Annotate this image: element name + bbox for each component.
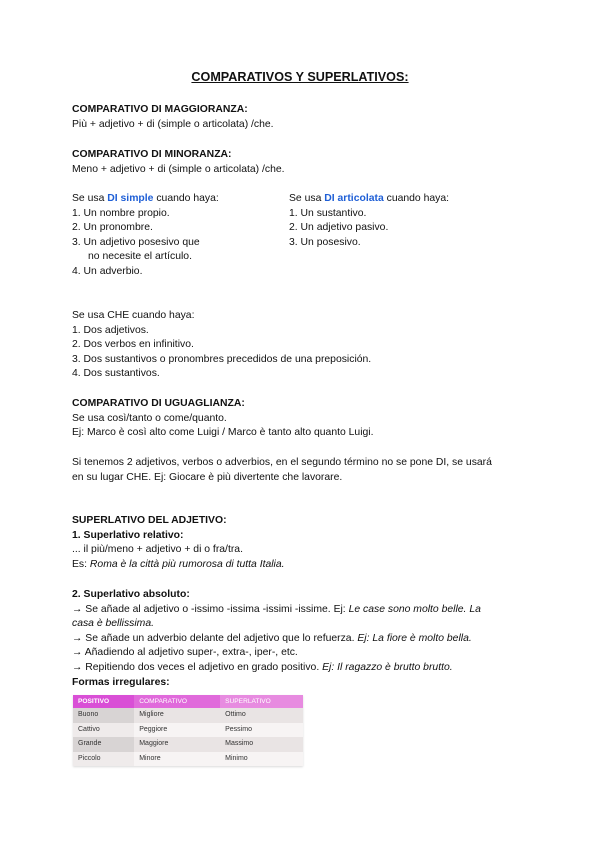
list-item: 1. Un nombre propio. [72, 207, 170, 219]
table-row [73, 752, 303, 767]
di-simple-intro: Se usa DI simple cuando haya: [72, 193, 219, 204]
maggioranza-rule: Più + adjetivo + di (simple o articolata) /che. [72, 118, 274, 130]
table-cell: Cattivo [73, 723, 134, 738]
note-paragraph [72, 456, 492, 485]
di-simple-keyword: DI simple [107, 193, 154, 204]
table-row [73, 708, 303, 723]
list-item: 4. Dos sustantivos. [72, 368, 160, 380]
list-item: 1. Un sustantivo. [289, 207, 367, 219]
minoranza-rule: Meno + adjetivo + di (simple o articolata) /che. [72, 163, 285, 175]
relativo-heading: 1. Superlativo relativo: [72, 529, 184, 541]
page-title: COMPARATIVOS Y SUPERLATIVOS: [191, 70, 409, 84]
relativo-example: Es: Roma è la città più rumorosa di tutta Italia. [72, 558, 285, 570]
note-line-2: en su lugar CHE. Ej: Giocare è più divertente che lavorare. [72, 471, 343, 483]
di-simple-section [72, 192, 219, 280]
superlativo-section [72, 514, 285, 572]
table-row [73, 723, 303, 738]
table-row [73, 737, 303, 752]
di-articolata-section [289, 192, 449, 250]
table-header-row [73, 695, 303, 708]
table-header-cell: POSITIVO [73, 695, 134, 708]
table-cell: Grande [73, 737, 134, 752]
uguaglianza-example: Ej: Marco è così alto come Luigi / Marco è tanto alto quanto Luigi. [72, 427, 374, 439]
table-cell: Piccolo [73, 752, 134, 767]
assoluto-bullet-1: → Se añade al adjetivo o -issimo -issima -issimi -issime. Ej: Le case sono molto belle. La [72, 603, 481, 615]
uguaglianza-heading: COMPARATIVO DI UGUAGLIANZA: [72, 398, 245, 409]
list-item: 4. Un adverbio. [72, 265, 143, 277]
table-cell: Migliore [134, 708, 220, 723]
table-cell: Peggiore [134, 723, 220, 738]
assoluto-bullet-2: → Se añade un adverbio delante del adjetivo que lo refuerza. Ej: La fiore è molto bella. [72, 632, 472, 644]
assoluto-bullet-1-cont: casa è bellissima. [72, 618, 155, 630]
che-intro: Se usa CHE cuando haya: [72, 310, 195, 321]
uguaglianza-rule: Se usa così/tanto o come/quanto. [72, 412, 227, 424]
assoluto-bullet-4: → Repitiendo dos veces el adjetivo en grado positivo. Ej: Il ragazzo è brutto brutto. [72, 661, 453, 673]
superlativo-heading: SUPERLATIVO DEL ADJETIVO: [72, 515, 227, 526]
list-item: 2. Un adjetivo pasivo. [289, 222, 389, 234]
maggioranza-section [72, 103, 274, 132]
list-item: 3. Un posesivo. [289, 236, 361, 248]
table-cell: Ottimo [220, 708, 303, 723]
list-item: 2. Dos verbos en infinitivo. [72, 339, 194, 351]
table-cell: Buono [73, 708, 134, 723]
minoranza-section [72, 148, 285, 177]
list-item: 1. Dos adjetivos. [72, 324, 149, 336]
minoranza-heading: COMPARATIVO DI MINORANZA: [72, 149, 232, 160]
assoluto-heading: 2. Superlativo absoluto: [72, 589, 190, 600]
list-item: 2. Un pronombre. [72, 222, 153, 234]
maggioranza-heading: COMPARATIVO DI MAGGIORANZA: [72, 104, 248, 115]
table-header-cell: COMPARATIVO [134, 695, 220, 708]
irregulares-heading: Formas irregulares: [72, 676, 170, 688]
table-cell: Minore [134, 752, 220, 767]
uguaglianza-section [72, 397, 374, 441]
list-item: 3. Un adjetivo posesivo que [72, 236, 200, 248]
table-cell: Minimo [220, 752, 303, 767]
relativo-rule: ... il più/meno + adjetivo + di o fra/tra. [72, 544, 243, 556]
di-articolata-intro: Se usa DI articolata cuando haya: [289, 193, 450, 204]
table-cell: Pessimo [220, 723, 303, 738]
di-articolata-keyword: DI articolata [324, 193, 384, 204]
table-cell: Maggiore [134, 737, 220, 752]
note-line-1: Si tenemos 2 adjetivos, verbos o adverbios, en el segundo término no se pone DI, se usará [72, 457, 492, 468]
list-item-continuation: no necesite el artículo. [88, 251, 192, 263]
list-item: 3. Dos sustantivos o pronombres precedidos de una preposición. [72, 353, 372, 365]
assoluto-section [72, 588, 481, 690]
table-cell: Massimo [220, 737, 303, 752]
assoluto-bullet-3: → Añadiendo al adjetivo super-, extra-, iper-, etc. [72, 647, 298, 659]
irregular-forms-table [73, 695, 303, 766]
che-section [72, 309, 371, 382]
table-header-cell: SUPERLATIVO [220, 695, 303, 708]
